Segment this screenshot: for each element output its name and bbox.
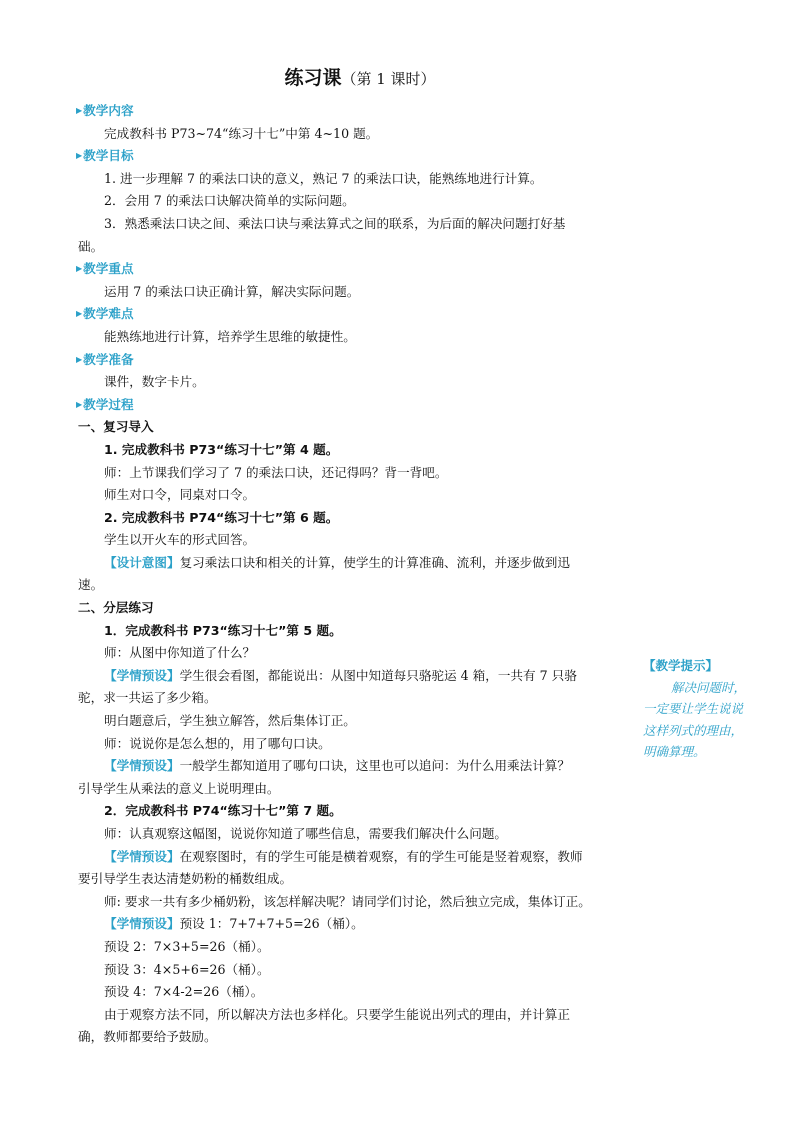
part-2-text-5: 师: 要求一共有多少桶奶粉，该怎样解决呢？请同学们讨论，然后独立完成，集体订正。 <box>104 893 591 909</box>
part-2-item-2: 2．完成教科书 P74“练习十七”第 7 题。 <box>104 803 342 819</box>
preset-3-cont: 要引导学生表达清楚奶粉的桶数组成。 <box>78 871 293 887</box>
design-intent-cont: 速。 <box>78 577 104 593</box>
triangle-bullet-icon: ▶ <box>76 264 83 274</box>
teaching-tip-sidebar <box>643 655 763 763</box>
goal-3b: 础。 <box>78 238 104 254</box>
preset-1-cont: 驼，求一共运了多少箱。 <box>78 690 217 706</box>
part-1-text-1: 师：上节课我们学习了 7 的乘法口诀，还记得吗？背一背吧。 <box>104 464 448 480</box>
part-2-text-2: 明白题意后，学生独立解答，然后集体订正。 <box>104 713 356 729</box>
teaching-tip-line-4: 明确算理。 <box>643 744 706 759</box>
preset-4: 【学情预设】预设 1：7+7+7+5=26（桶）。 <box>104 916 364 932</box>
teaching-tip-line-2: 一定要让学生说说 <box>643 701 744 716</box>
design-intent-tag: 【设计意图】 <box>104 554 180 570</box>
triangle-bullet-icon: ▶ <box>76 151 83 161</box>
preset-tag: 【学情预设】 <box>104 667 180 683</box>
content-text: 完成教科书 P73~74“练习十七”中第 4~10 题。 <box>104 125 379 141</box>
page-title <box>0 66 720 91</box>
part-1-heading: 一、复习导入 <box>78 419 154 435</box>
title-main: 练习课 <box>284 67 342 89</box>
triangle-bullet-icon: ▶ <box>76 354 83 364</box>
goal-2: 2．会用 7 的乘法口诀解决简单的实际问题。 <box>104 193 355 209</box>
section-heading-difficulty: ▶教学难点 <box>76 306 134 322</box>
preset-7: 预设 4：7×4-2=26（桶）。 <box>104 984 264 1000</box>
section-heading-preparation: ▶教学准备 <box>76 351 134 367</box>
difficulty-text: 能熟练地进行计算，培养学生思维的敏捷性。 <box>104 328 356 344</box>
triangle-bullet-icon: ▶ <box>76 106 83 115</box>
part-2-text-4: 师：认真观察这幅图，说说你知道了哪些信息，需要我们解决什么问题。 <box>104 826 507 841</box>
goal-3a: 3．熟悉乘法口诀之间、乘法口诀与乘法算式之间的联系，为后面的解决问题打好基 <box>104 215 566 231</box>
part-2-text-3: 师：说说你是怎么想的，用了哪句口诀。 <box>104 735 331 751</box>
preparation-text: 课件，数字卡片。 <box>104 374 205 390</box>
part-1-text-3: 学生以开火车的形式回答。 <box>104 532 256 548</box>
teaching-tip-line-1: 解决问题时， <box>671 679 747 695</box>
preset-tag: 【学情预设】 <box>104 758 180 774</box>
preset-2: 【学情预设】一般学生都知道用了哪句口诀，这里也可以追问：为什么用乘法计算？ <box>104 758 570 774</box>
teaching-tip-title: 【教学提示】 <box>643 658 719 673</box>
section-heading-key: ▶教学重点 <box>76 261 134 277</box>
part-2-text-6a: 由于观察方法不同，所以解决方法也多样化。只要学生能说出列式的理由，并计算正 <box>104 1006 570 1022</box>
part-2-heading: 二、分层练习 <box>78 600 154 616</box>
triangle-bullet-icon: ▶ <box>76 399 83 409</box>
part-1-text-2: 师生对口令，同桌对口令。 <box>104 487 256 503</box>
goal-1: 1. 进一步理解 7 的乘法口诀的意义，熟记 7 的乘法口诀，能熟练地进行计算。 <box>104 170 543 186</box>
triangle-bullet-icon: ▶ <box>76 309 83 319</box>
preset-tag: 【学情预设】 <box>104 848 180 864</box>
key-text: 运用 7 的乘法口诀正确计算，解决实际问题。 <box>104 283 360 299</box>
section-heading-goal: ▶教学目标 <box>76 148 134 164</box>
lesson-content <box>78 100 643 1049</box>
part-2-item-1: 1．完成教科书 P73“练习十七”第 5 题。 <box>104 622 342 638</box>
section-heading-content: ▶教学内容 <box>76 103 134 118</box>
preset-5: 预设 2：7×3+5=26（桶）。 <box>104 938 270 954</box>
design-intent: 【设计意图】复习乘法口诀和相关的计算，使学生的计算准确、流利，并逐步做到迅 <box>104 554 570 570</box>
section-heading-process: ▶教学过程 <box>76 396 134 412</box>
preset-tag: 【学情预设】 <box>104 916 180 932</box>
part-2-text-6b: 确，教师都要给予鼓励。 <box>78 1029 217 1045</box>
preset-1: 【学情预设】学生很会看图，都能说出：从图中知道每只骆驼运 4 箱，一共有 7 只骆 <box>104 667 577 683</box>
part-1-item-1: 1. 完成教科书 P73“练习十七”第 4 题。 <box>104 441 339 457</box>
teaching-tip-line-3: 这样列式的理由， <box>643 722 744 738</box>
title-sub: （第 1 课时） <box>341 70 436 88</box>
part-2-text-1: 师：从图中你知道了什么？ <box>104 645 256 661</box>
preset-6: 预设 3：4×5+6=26（桶）。 <box>104 961 270 977</box>
preset-3: 【学情预设】在观察图时，有的学生可能是横着观察，有的学生可能是竖着观察，教师 <box>104 848 583 864</box>
part-1-item-2: 2. 完成教科书 P74“练习十七”第 6 题。 <box>104 509 339 525</box>
preset-2-cont: 引导学生从乘法的意义上说明理由。 <box>78 780 280 796</box>
